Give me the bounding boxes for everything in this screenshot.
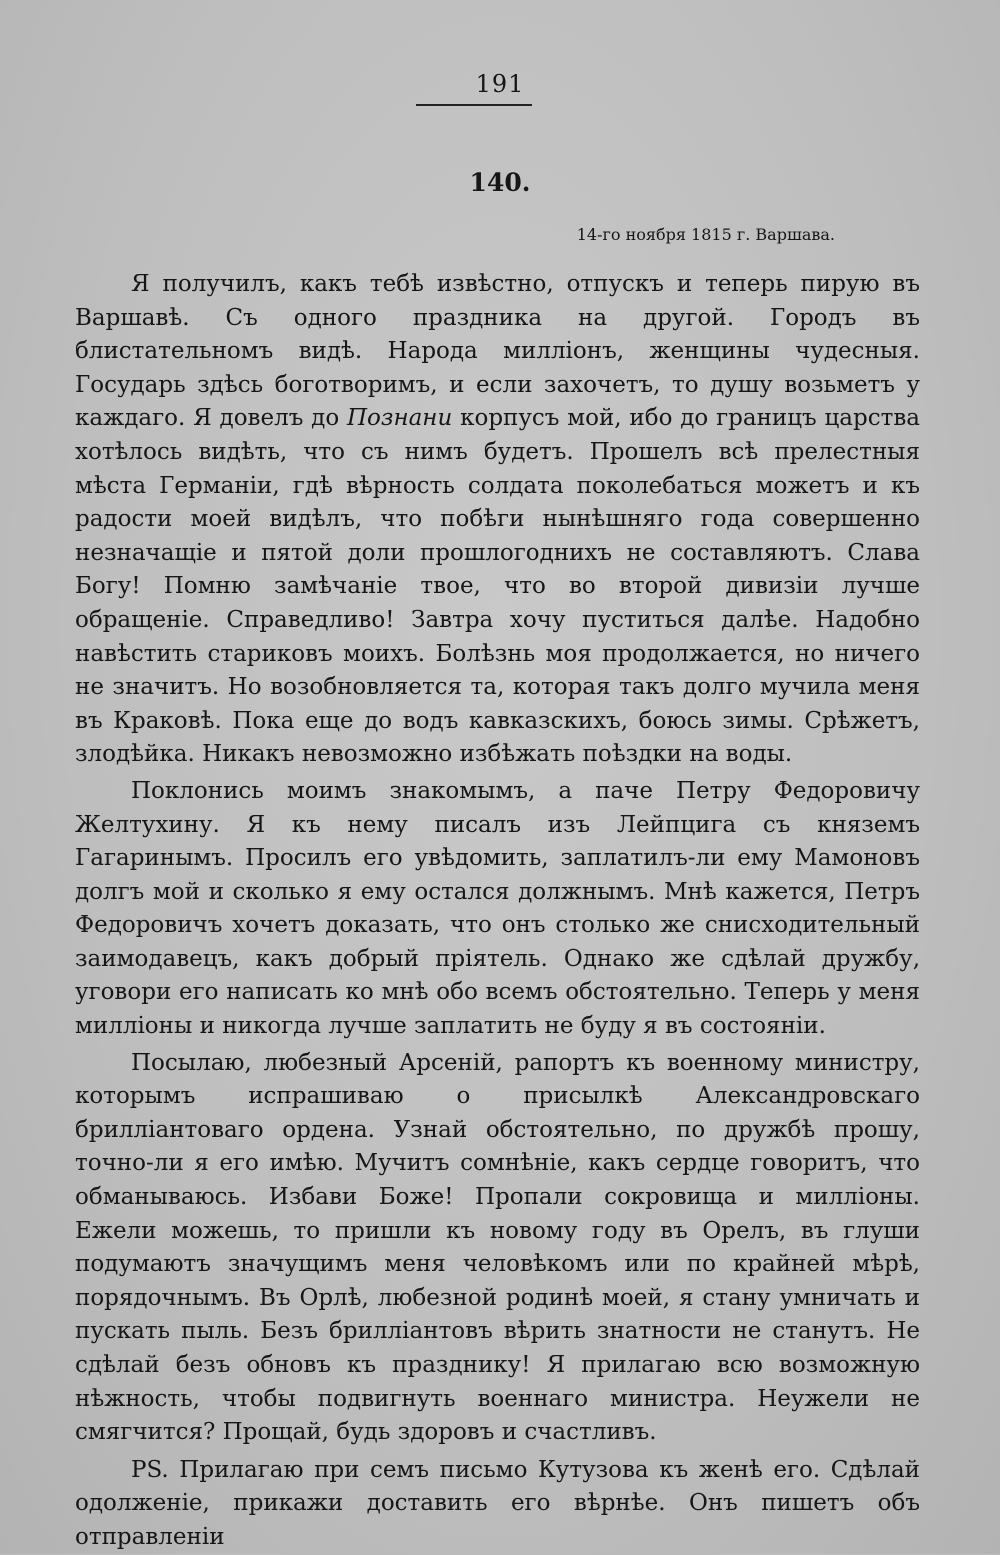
paragraph-1-text-start: Я получилъ, какъ тебѣ извѣстно, отпускъ и теперь пирую въ Варшавѣ. Съ одного праздника на другой. Городъ въ блистательномъ видѣ. Народа милліонъ, женщины чудесныя. Государь здѣсь боготворимъ, и если захочетъ, то душу возьметъ у каждаго. Я довелъ до [75, 271, 920, 432]
emphasized-place-name: Познани [347, 405, 453, 432]
postscript-paragraph: PS. Прилагаю при семъ письмо Кутузова къ женѣ его. Сдѣлай одолженіе, прикажи доставить его вѣрнѣе. Онъ пишетъ объ отправленіи [75, 1456, 920, 1550]
paragraph-3: Посылаю, любезный Арсеній, рапортъ къ военному министру, которымъ испрашиваю о присылкѣ Александровскаго брилліантоваго ордена. Узнай обстоятельно, по дружбѣ прошу, точно-ли я его имѣю. Мучитъ сомнѣніе, какъ сердце говоритъ, что обманываюсь. Избави Боже! Пропали сокровища и милліоны. Ежели можешь, то пришли къ новому году въ Орелъ, въ глуши подумаютъ значущимъ меня человѣкомъ или по крайней мѣрѣ, порядочнымъ. Въ Орлѣ, любезной родинѣ моей, я стану умничать и пускать пыль. Безъ брилліантовъ вѣрить знатности не станутъ. Не сдѣлай безъ обновъ къ празднику! Я прилагаю всю возможную нѣжность, чтобы подвигнуть военнаго министра. Неужели не смягчится? Прощай, будь здоровъ и счастливъ. [75, 1049, 920, 1446]
letter-body [75, 268, 920, 1555]
dateline: 14-го ноября 1815 г. Варшава. [576, 225, 835, 244]
header-rule [416, 104, 532, 106]
paragraph-1-text-end: корпусъ мой, ибо до границъ царства хотѣлось видѣть, что съ нимъ будетъ. Прошелъ всѣ прелестныя мѣста Германіи, гдѣ вѣрность солдата поколебаться можетъ и къ радости моей видѣлъ, что побѣги нынѣшняго года совершенно незначащіе и пятой доли прошлогоднихъ не составляютъ. Слава Богу! Помню замѣчаніе твое, что во второй дивизіи лучше обращеніе. Справедливо! Завтра хочу пуститься далѣе. Надобно навѣстить стариковъ моихъ. Болѣзнь моя продолжается, но ничего не значитъ. Но возобновляется та, которая такъ долго мучила меня въ Краковѣ. Пока еще до водъ кавказскихъ, боюсь зимы. Срѣжетъ, злодѣйка. Никакъ невозможно избѣжать поѣздки на воды. [75, 405, 920, 768]
letter-number: 140. [469, 168, 531, 197]
page-number: 191 [475, 70, 525, 98]
paragraph-1 [75, 268, 920, 772]
paragraph-2: Поклонись моимъ знакомымъ, а паче Петру Федоровичу Желтухину. Я къ нему писалъ изъ Лейпцига съ княземъ Гагаринымъ. Просилъ его увѣдомить, заплатилъ-ли ему Мамоновъ долгъ мой и сколько я ему остался должнымъ. Мнѣ кажется, Петръ Федоровичъ хочетъ доказать, что онъ столько же снисходительный заимодавецъ, какъ добрый пріятель. Однако же сдѣлай дружбу, уговори его написать ко мнѣ обо всемъ обстоятельно. Теперь у меня милліоны и никогда лучше заплатить не буду я въ состояніи. [75, 777, 920, 1040]
